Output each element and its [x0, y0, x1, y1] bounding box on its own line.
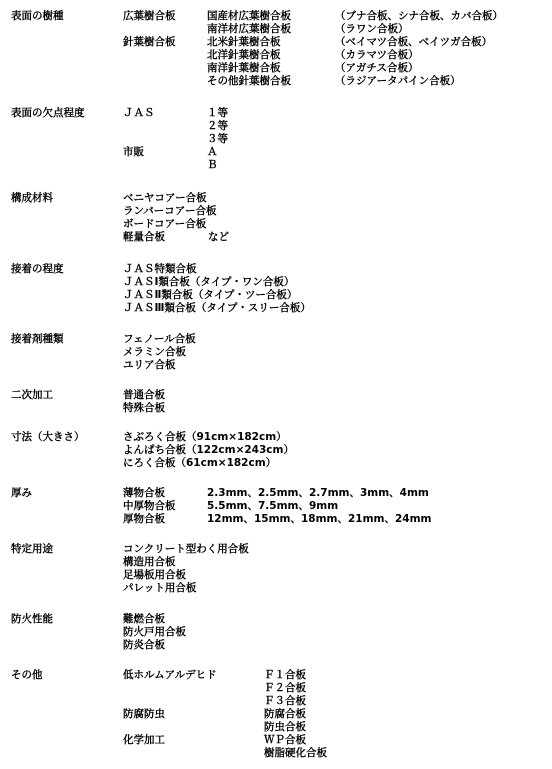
section-text-col-a: にろく合板（61cm×182cm）	[123, 457, 277, 469]
section-text-col-b: 防腐合板	[264, 708, 306, 720]
section-text-col-a: 軽量合板	[123, 231, 165, 243]
section-text-col-a: ＪＡＳⅠ類合板（タイプ・ワン合板）	[123, 276, 295, 288]
section-text-col-a: 厚物合板	[123, 513, 165, 525]
section-heading: 寸法（大きさ）	[11, 431, 85, 443]
section-text-col-b: 南洋材広葉樹合板	[207, 23, 291, 35]
section-text-col-b: 防虫合板	[264, 721, 306, 733]
section-text-col-a: ＪＡＳ特類合板	[123, 263, 197, 275]
section-text-col-a: コンクリート型わく用合板	[123, 543, 249, 555]
section-text-col-a: メラミン合板	[123, 346, 186, 358]
section-text-col-a: ＪＡＳ	[123, 107, 155, 119]
section-heading: 特定用途	[11, 543, 53, 555]
section-text-col-a: 防炎合板	[123, 639, 165, 651]
section-text-col-b: ３等	[207, 133, 228, 145]
section-text-col-c: （ブナ合板、シナ合板、カバ合板）	[335, 10, 503, 22]
section-text-col-a: 難燃合板	[123, 613, 165, 625]
section-text-col-b: Ｆ１合板	[264, 669, 306, 681]
section-text-col-b: 5.5mm、7.5mm、9mm	[207, 500, 339, 512]
section-text-col-a: 針葉樹合板	[123, 36, 176, 48]
section-heading: 二次加工	[11, 389, 53, 401]
section-heading: 防火性能	[11, 613, 53, 625]
section-text-col-b: 12mm、15mm、18mm、21mm、24mm	[207, 513, 432, 525]
section-text-col-a: 広葉樹合板	[123, 10, 176, 22]
section-text-col-a: 特殊合板	[123, 402, 165, 414]
section-text-col-b: ＷＰ合板	[264, 734, 306, 746]
section-text-col-a: 防火戸用合板	[123, 626, 186, 638]
section-text-col-a: 化学加工	[123, 734, 165, 746]
section-heading: 接着の程度	[11, 263, 64, 275]
section-text-col-a: 市販	[123, 146, 144, 158]
section-text-col-a: ボードコアー合板	[123, 218, 207, 230]
section-text-col-b: ２等	[207, 120, 228, 132]
section-text-col-c: （ラジアータパイン合板）	[335, 75, 461, 87]
section-heading: 接着剤種類	[11, 333, 64, 345]
section-text-col-a: さぶろく合板（91cm×182cm）	[123, 431, 287, 443]
section-text-col-a: ランバーコアー合板	[123, 205, 217, 217]
section-text-col-b: Ｂ	[207, 159, 218, 171]
section-heading: 表面の欠点程度	[11, 107, 85, 119]
section-text-col-b: １等	[207, 107, 228, 119]
section-text-col-b: 北米針葉樹合板	[207, 36, 281, 48]
section-text-col-a: ＪＡＳⅢ類合板（タイプ・スリー合板）	[123, 302, 311, 314]
section-text-col-c: （カラマツ合板）	[335, 49, 419, 61]
section-text-col-a: ＪＡＳⅡ類合板（タイプ・ツー合板）	[123, 289, 298, 301]
section-text-col-a: ユリア合板	[123, 359, 176, 371]
section-text-col-a: 薄物合板	[123, 487, 165, 499]
section-text-col-b: など	[208, 231, 229, 243]
section-text-col-b: 北洋針葉樹合板	[207, 49, 281, 61]
section-text-col-a: 中厚物合板	[123, 500, 176, 512]
section-text-col-b: Ｆ３合板	[264, 695, 306, 707]
section-text-col-b: Ａ	[207, 146, 218, 158]
section-text-col-a: 構造用合板	[123, 556, 176, 568]
section-text-col-a: 足場板用合板	[123, 569, 186, 581]
section-text-col-a: パレット用合板	[123, 582, 197, 594]
section-text-col-a: 低ホルムアルデヒド	[123, 669, 217, 681]
section-text-col-b: 南洋針葉樹合板	[207, 62, 281, 74]
section-text-col-a: よんぱち合板（122cm×243cm）	[123, 444, 294, 456]
section-heading: 構成材料	[11, 192, 53, 204]
section-text-col-a: 防腐防虫	[123, 708, 165, 720]
section-text-col-b: 樹脂硬化合板	[264, 747, 327, 759]
section-text-col-a: 普通合板	[123, 389, 165, 401]
section-heading: その他	[11, 669, 43, 681]
section-text-col-a: フェノール合板	[123, 333, 196, 345]
section-text-col-b: Ｆ２合板	[264, 682, 306, 694]
section-text-col-c: （ラワン合板）	[335, 23, 409, 35]
section-text-col-b: 2.3mm、2.5mm、2.7mm、3mm、4mm	[207, 487, 429, 499]
section-text-col-b: その他針葉樹合板	[207, 75, 291, 87]
section-text-col-c: （ベイマツ合板、ベイツガ合板）	[335, 36, 493, 48]
section-text-col-c: （アガチス合板）	[335, 62, 419, 74]
section-heading: 表面の樹種	[11, 10, 64, 22]
section-text-col-a: ベニヤコアー合板	[123, 192, 207, 204]
section-text-col-b: 国産材広葉樹合板	[207, 10, 291, 22]
section-heading: 厚み	[11, 487, 32, 499]
